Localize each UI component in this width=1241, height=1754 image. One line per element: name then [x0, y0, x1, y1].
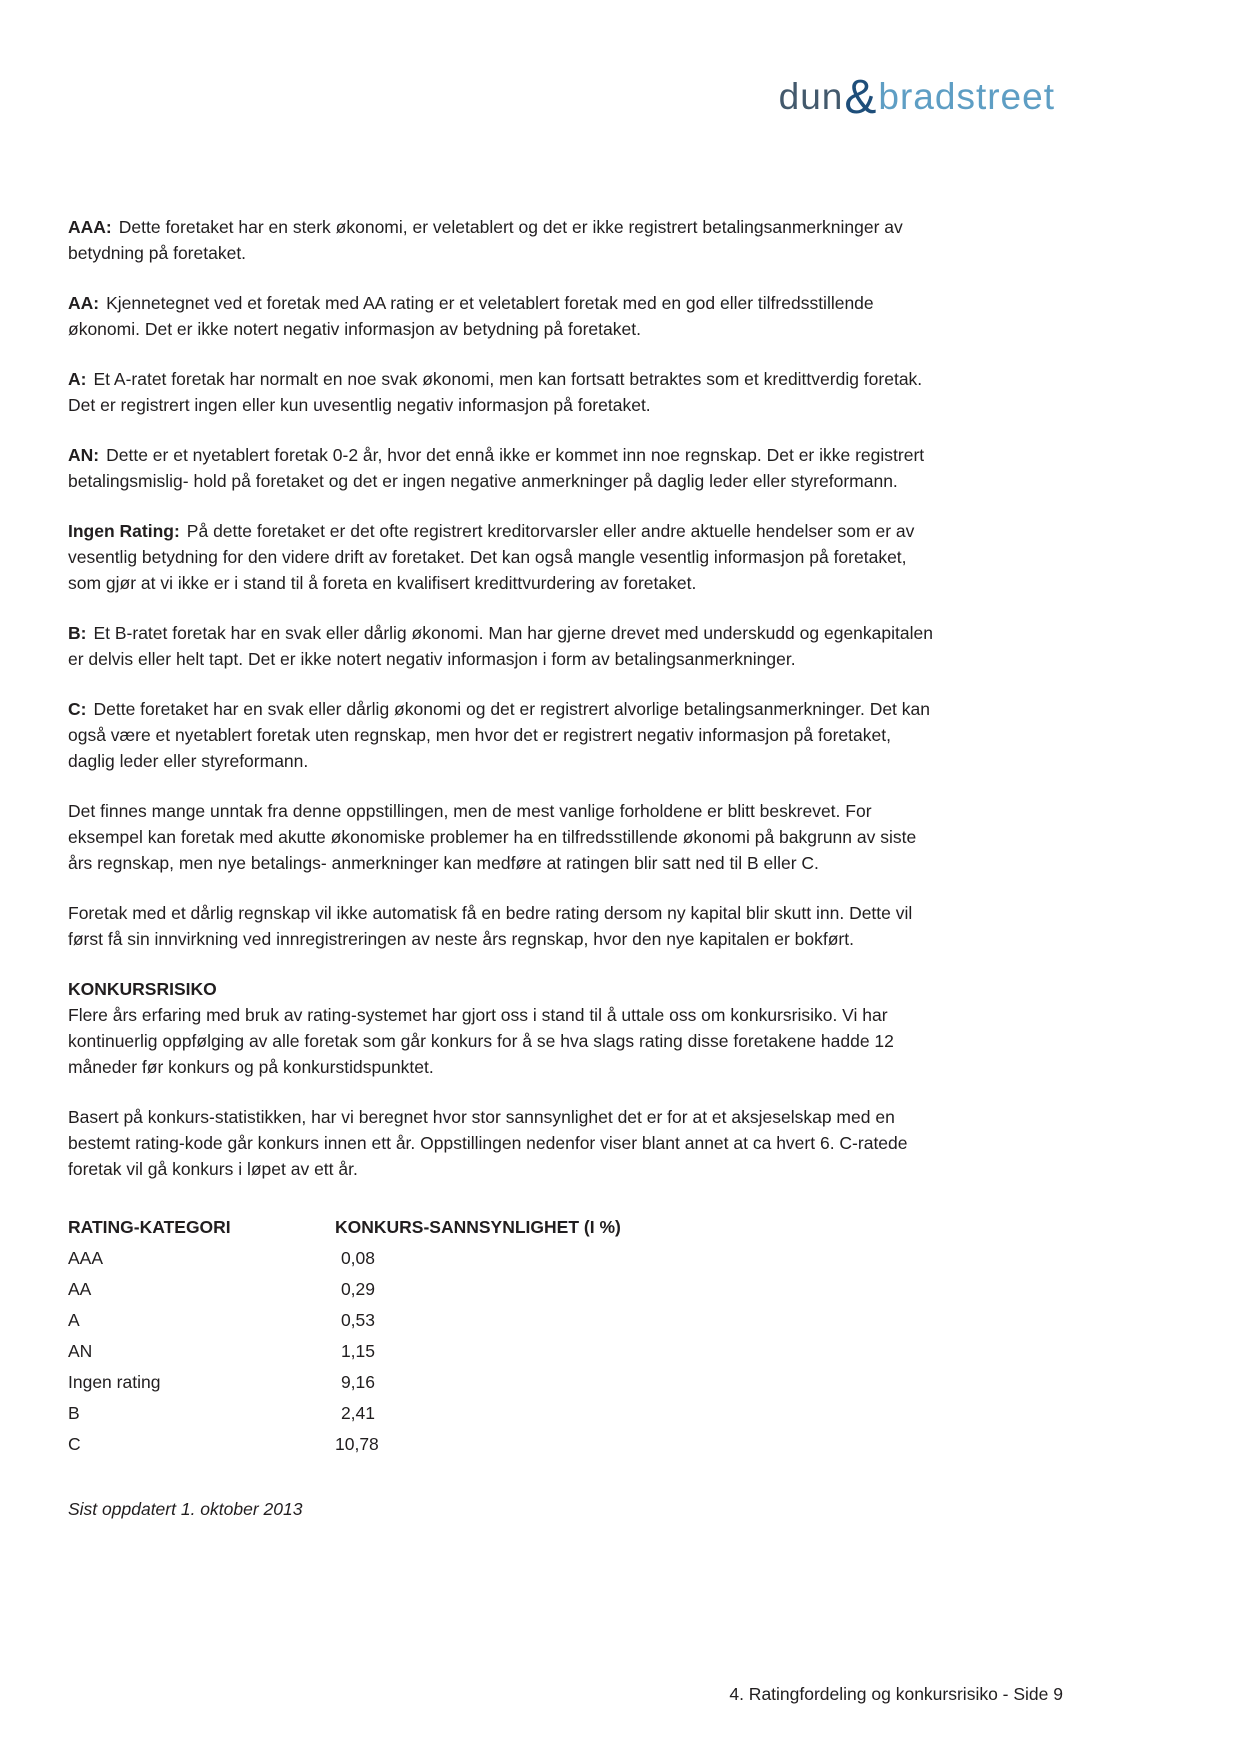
- rating-category-cell: C: [68, 1434, 81, 1454]
- probability-cell: 2,41: [340, 1403, 375, 1423]
- probability-cell: 1,15: [340, 1341, 375, 1361]
- rating-definition-c: [68, 696, 933, 774]
- table-row: [68, 1243, 933, 1274]
- rating-label: C:: [68, 699, 87, 719]
- table-row: [68, 1305, 933, 1336]
- page-footer: 4. Ratingfordeling og konkursrisiko - Side 9: [729, 1684, 1063, 1704]
- logo-text-dun: dun: [778, 76, 844, 117]
- rating-category-cell: B: [68, 1403, 80, 1423]
- paragraph-text: Foretak med et dårlig regnskap vil ikke automatisk få en bedre rating dersom ny kapital blir skutt inn. Dette vil først få sin innvirkning ved innregistreringen av neste års regnskap, hvor den nye kapitalen er bokført.: [68, 903, 913, 949]
- paragraph-text: Det finnes mange unntak fra denne oppstillingen, men de mest vanlige forholdene er blitt beskrevet. For eksempel kan foretak med akutte økonomiske problemer ha en tilfredsstillende økonomi på bakgrunn av siste års regnskap, men nye betalings- anmerkninger kan medføre at ratingen blir satt ned til B eller C.: [68, 801, 917, 873]
- rating-text: Kjennetegnet ved et foretak med AA rating er et veletablert foretak med en god eller tilfredsstillende økonomi. Det er ikke notert negativ informasjon av betydning på foretaket.: [68, 293, 874, 339]
- rating-definition-b: [68, 620, 933, 672]
- rating-category-cell: AN: [68, 1341, 93, 1361]
- table-row: [68, 1274, 933, 1305]
- probability-cell: 0,29: [340, 1279, 375, 1299]
- rating-text: Dette foretaket har en sterk økonomi, er veletablert og det er ikke registrert betalingsanmerkninger av betydning på foretaket.: [68, 217, 903, 263]
- rating-category-cell: AAA: [68, 1248, 104, 1268]
- rating-definition-ingen-rating: [68, 518, 933, 596]
- table-row: [68, 1367, 933, 1398]
- konkurs-probability-table: [68, 1212, 933, 1460]
- paragraph-new-capital: [68, 900, 933, 952]
- rating-definition-an: [68, 442, 933, 494]
- rating-category-cell: AA: [68, 1279, 92, 1299]
- table-header-row: [68, 1212, 933, 1243]
- rating-category-cell: Ingen rating: [68, 1372, 161, 1392]
- table-row: [68, 1429, 933, 1460]
- rating-definition-a: [68, 366, 933, 418]
- rating-label: A:: [68, 369, 87, 389]
- rating-category-cell: A: [68, 1310, 80, 1330]
- rating-definition-aaa: [68, 214, 933, 266]
- logo-text-bradstreet: bradstreet: [878, 76, 1055, 117]
- konkursrisiko-paragraph-1: Flere års erfaring med bruk av rating-systemet har gjort oss i stand til å uttale oss om konkursrisiko. Vi har kontinuerlig oppfølging av alle foretak som går konkurs for å se hva slags rating disse foretakene hadde 12 måneder før konkurs og på konkurstidspunktet.: [68, 1005, 894, 1077]
- table-row: [68, 1398, 933, 1429]
- probability-cell: 9,16: [340, 1372, 375, 1392]
- ampersand-icon: &: [844, 71, 878, 124]
- table-header-konkurs-sannsynlighet: KONKURS-SANNSYNLIGHET (I %): [335, 1217, 621, 1237]
- probability-cell: 0,08: [340, 1248, 375, 1268]
- rating-definition-aa: [68, 290, 933, 342]
- rating-label: AAA:: [68, 217, 112, 237]
- paragraph-exceptions: [68, 798, 933, 876]
- rating-text: Et A-ratet foretak har normalt en noe svak økonomi, men kan fortsatt betraktes som et kredittverdig foretak. Det er registrert ingen eller kun uvesentlig negativ informasjon på foretaket.: [68, 369, 923, 415]
- konkursrisiko-paragraph-2: Basert på konkurs-statistikken, har vi beregnet hvor stor sannsynlighet det er for at et aksjeselskap med en bestemt rating-kode går konkurs innen ett år. Oppstillingen nedenfor viser blant annet at ca hvert 6. C-ratede foretak vil gå konkurs i løpet av ett år.: [68, 1107, 908, 1179]
- konkursrisiko-heading: KONKURSRISIKO: [68, 979, 217, 999]
- rating-label: AA:: [68, 293, 100, 313]
- dun-bradstreet-logo: [778, 66, 1055, 124]
- rating-text: På dette foretaket er det ofte registrert kreditorvarsler eller andre aktuelle hendelser som er av vesentlig betydning for den videre drift av foretaket. Det kan også mangle vesentlig informasjon på foretaket, som gjør at vi ikke er i stand til å foreta en kvalifisert kredittvurdering av foretaket.: [68, 521, 915, 593]
- rating-label: AN:: [68, 445, 100, 465]
- table-header-rating-kategori: RATING-KATEGORI: [68, 1217, 231, 1237]
- rating-label: B:: [68, 623, 87, 643]
- probability-cell: 0,53: [340, 1310, 375, 1330]
- last-updated-note: Sist oppdatert 1. oktober 2013: [68, 1499, 303, 1519]
- document-body: [68, 214, 933, 1540]
- rating-label: Ingen Rating:: [68, 521, 180, 541]
- rating-text: Dette er et nyetablert foretak 0-2 år, hvor det ennå ikke er kommet inn noe regnskap. Det er ikke registrert betalingsmislig- hold på foretaket og det er ingen negative anmerkninger på daglig leder eller styreformann.: [68, 445, 925, 491]
- probability-cell: 10,78: [335, 1434, 379, 1454]
- rating-text: Dette foretaket har en svak eller dårlig økonomi og det er registrert alvorlige betalingsanmerkninger. Det kan også være et nyetablert foretak uten regnskap, men hvor det er registrert negativ informasjon på foretaket, daglig leder eller styreformann.: [68, 699, 930, 771]
- table-row: [68, 1336, 933, 1367]
- rating-text: Et B-ratet foretak har en svak eller dårlig økonomi. Man har gjerne drevet med underskudd og egenkapitalen er delvis eller helt tapt. Det er ikke notert negativ informasjon i form av betalingsanmerkninger.: [68, 623, 933, 669]
